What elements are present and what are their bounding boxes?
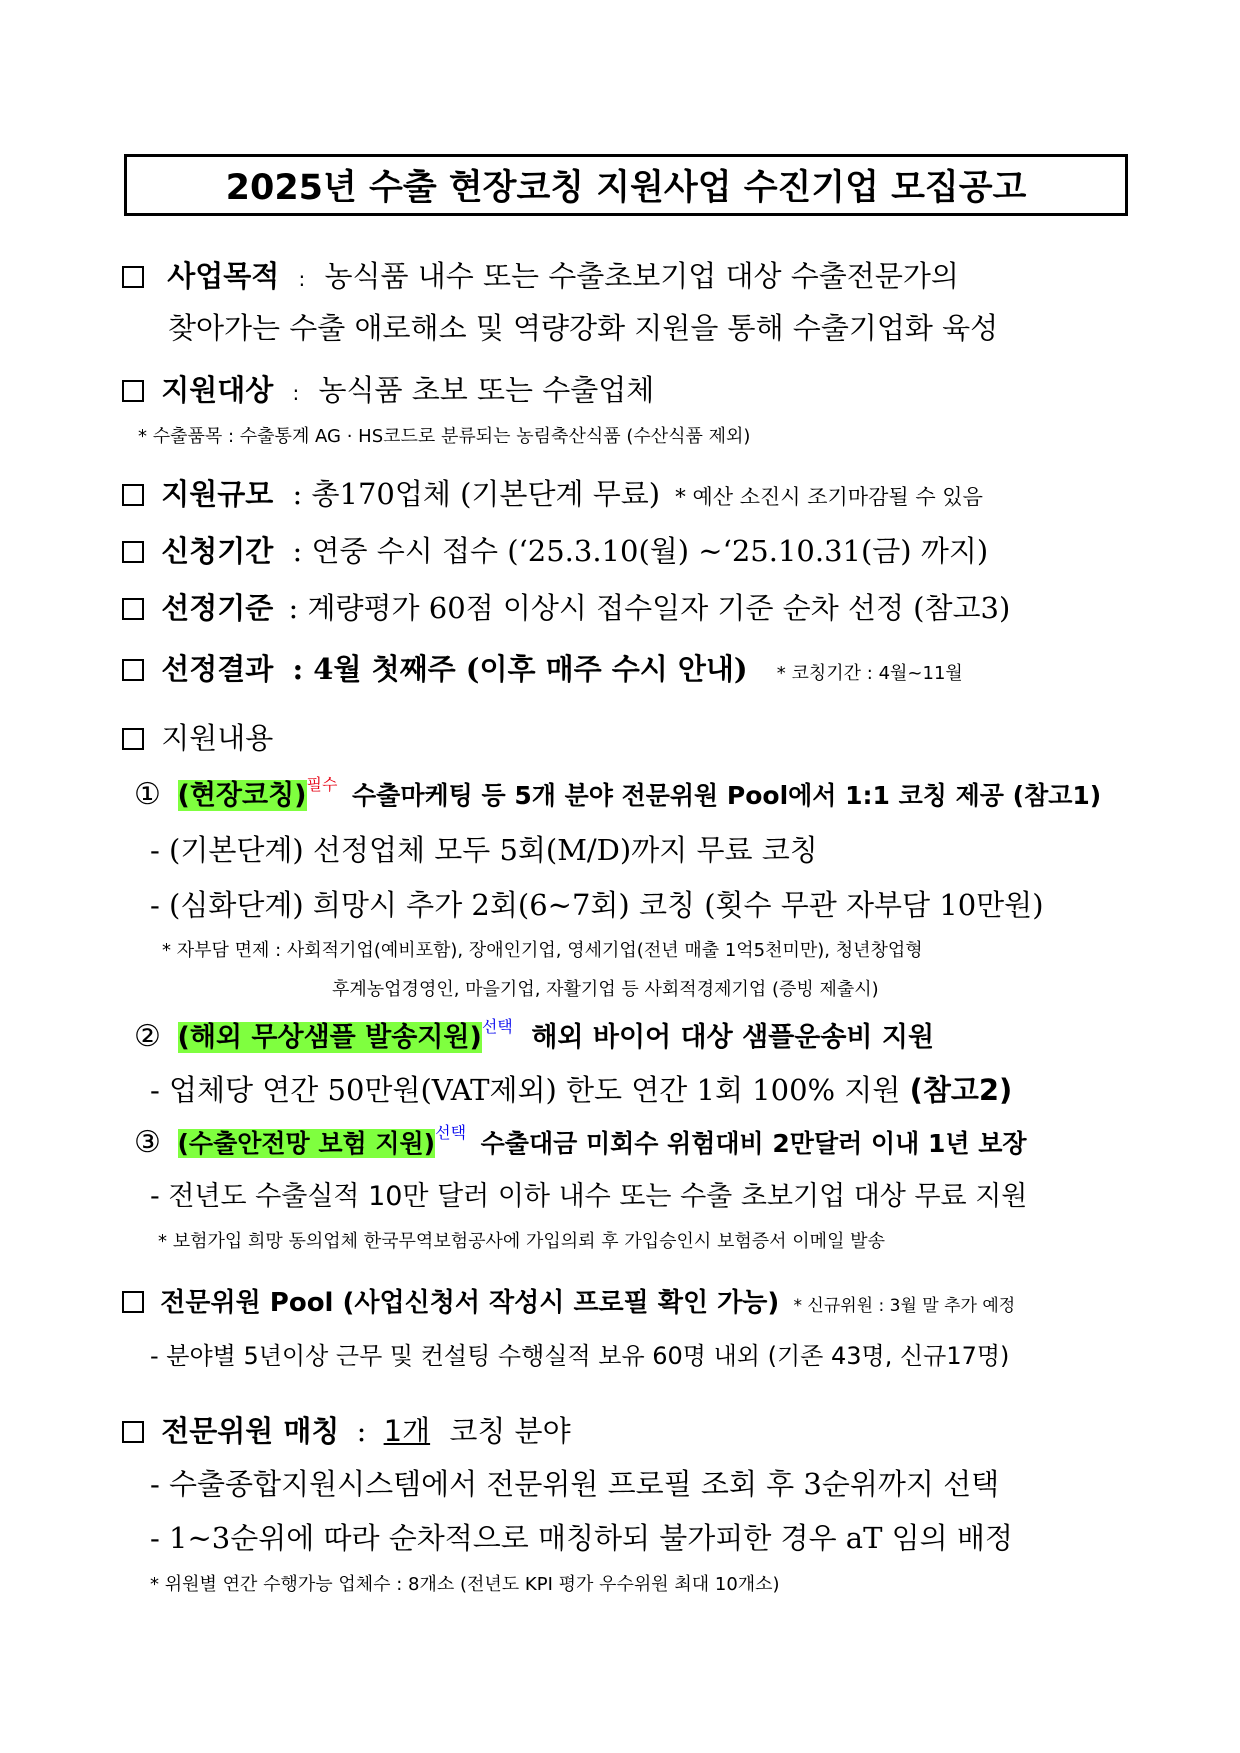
item-2-sub-1: [150, 1073, 1013, 1107]
section-content: [122, 721, 274, 755]
section-text: 코칭 분야: [449, 1414, 571, 1448]
item-1-sub-2: - (심화단계) 희망시 추가 2회(6~7회) 코칭 (횟수 무관 자부담 10만원): [150, 888, 1044, 922]
matching-note-1: * 위원별 연간 수행가능 업체수 : 8개소 (전년도 KPI 평가 우수위원 최대 10개소): [150, 1574, 780, 1595]
item-sup: 선택: [435, 1123, 467, 1142]
item-sub-bold: (참고2): [909, 1073, 1013, 1107]
section-purpose-line2: 찾아가는 수출 애로해소 및 역량강화 지원을 통해 수출기업화 육성: [168, 311, 999, 345]
section-label: 지원규모: [161, 477, 274, 511]
section-label: 전문위원 매칭: [161, 1414, 340, 1448]
support-item-2: [134, 1017, 935, 1054]
section-label: 전문위원 Pool (사업신청서 작성시 프로필 확인 가능): [160, 1288, 780, 1318]
checkbox-square-icon: [122, 659, 144, 681]
section-text: 농식품 내수 또는 수출초보기업 대상 수출전문가의: [324, 259, 959, 293]
separator: :: [356, 1414, 367, 1448]
checkbox-square-icon: [122, 484, 144, 506]
item-text: 해외 바이어 대상 샘플운송비 지원: [531, 1022, 935, 1053]
item-text: 수출대금 미회수 위험대비 2만달러 이내 1년 보장: [480, 1129, 1027, 1158]
section-scale: [122, 477, 983, 511]
item-tag: (해외 무상샘플 발송지원): [177, 1022, 482, 1053]
support-item-3: [134, 1123, 1027, 1160]
checkbox-square-icon: [122, 1291, 144, 1313]
support-item-1: [134, 775, 1102, 812]
checkbox-square-icon: [122, 380, 144, 402]
item-tag: (현장코칭): [177, 780, 307, 811]
section-expert-pool: [122, 1290, 1015, 1316]
item-sup: 선택: [481, 1017, 513, 1036]
section-text: : 연중 수시 접수 (‘25.3.10(월) ~‘25.10.31(금) 까지): [292, 534, 989, 568]
section-expert-matching: [122, 1414, 571, 1448]
checkbox-square-icon: [122, 598, 144, 620]
separator: :: [298, 267, 306, 291]
matching-sub-2: - 1~3순위에 따라 순차적으로 매칭하되 불가피한 경우 aT 임의 배정: [150, 1521, 1013, 1555]
item-1-note-1: * 자부담 면제 : 사회적기업(예비포함), 장애인기업, 영세기업(전년 매출 1억5천미만), 청년창업형: [162, 940, 923, 961]
section-criteria: [122, 591, 1011, 625]
item-number: ②: [134, 1019, 161, 1054]
page-title: 2025년 수출 현장코칭 지원사업 수진기업 모집공고: [225, 168, 1027, 208]
section-result: [122, 652, 963, 686]
section-purpose: [122, 259, 959, 293]
section-label: 지원대상: [161, 373, 274, 407]
item-3-note-1: * 보험가입 희망 동의업체 한국무역보험공사에 가입의뢰 후 가입승인시 보험증서 이메일 발송: [158, 1231, 885, 1252]
section-text: : 총170업체 (기본단계 무료): [292, 477, 661, 511]
checkbox-square-icon: [122, 1421, 144, 1443]
item-3-sub-1: - 전년도 수출실적 10만 달러 이하 내수 또는 수출 초보기업 대상 무료 지원: [150, 1181, 1028, 1212]
section-period: [122, 534, 989, 568]
section-label: 신청기간: [161, 534, 274, 568]
item-1-sub-1: - (기본단계) 선정업체 모두 5회(M/D)까지 무료 코칭: [150, 833, 818, 867]
matching-sub-1: - 수출종합지원시스템에서 전문위원 프로필 조회 후 3순위까지 선택: [150, 1467, 1000, 1501]
item-text: 수출마케팅 등 5개 분야 전문위원 Pool에서 1:1 코칭 제공 (참고1): [352, 781, 1102, 810]
section-note: * 코칭기간 : 4월~11월: [776, 663, 963, 684]
section-text: 농식품 초보 또는 수출업체: [318, 373, 655, 407]
section-label: 사업목적: [167, 259, 280, 293]
section-text: : 4월 첫째주 (이후 매주 수시 안내): [292, 652, 748, 686]
checkbox-square-icon: [122, 266, 144, 288]
note-export-items: * 수출품목 : 수출통계 AG · HS코드로 분류되는 농림축산식품 (수산식품 제외): [138, 426, 751, 447]
checkbox-square-icon: [122, 541, 144, 563]
expert-pool-sub-1: - 분야별 5년이상 근무 및 컨설팅 수행실적 보유 60명 내외 (기존 43명, 신규17명): [150, 1342, 1010, 1370]
section-note: * 예산 소진시 조기마감될 수 있음: [675, 485, 983, 509]
section-text: : 계량평가 60점 이상시 접수일자 기준 순차 선정 (참고3): [288, 591, 1011, 625]
item-number: ③: [134, 1125, 161, 1160]
section-label: 선정기준: [161, 591, 274, 625]
item-tag: (수출안전망 보험 지원): [177, 1129, 436, 1158]
section-label: 지원내용: [161, 721, 274, 755]
checkbox-square-icon: [122, 728, 144, 750]
item-1-note-2: 후계농업경영인, 마을기업, 자활기업 등 사회적경제기업 (증빙 제출시): [332, 979, 879, 1000]
matching-count: 1개: [383, 1414, 431, 1448]
section-note: * 신규위원 : 3월 말 추가 예정: [793, 1296, 1016, 1316]
item-sub-text: - 업체당 연간 50만원(VAT제외) 한도 연간 1회 100% 지원: [150, 1073, 901, 1107]
section-label: 선정결과: [161, 652, 274, 686]
separator: :: [292, 381, 300, 405]
item-number: ①: [134, 777, 161, 812]
section-target: [122, 373, 655, 407]
title-box: [124, 154, 1128, 216]
item-sup: 필수: [306, 775, 338, 794]
